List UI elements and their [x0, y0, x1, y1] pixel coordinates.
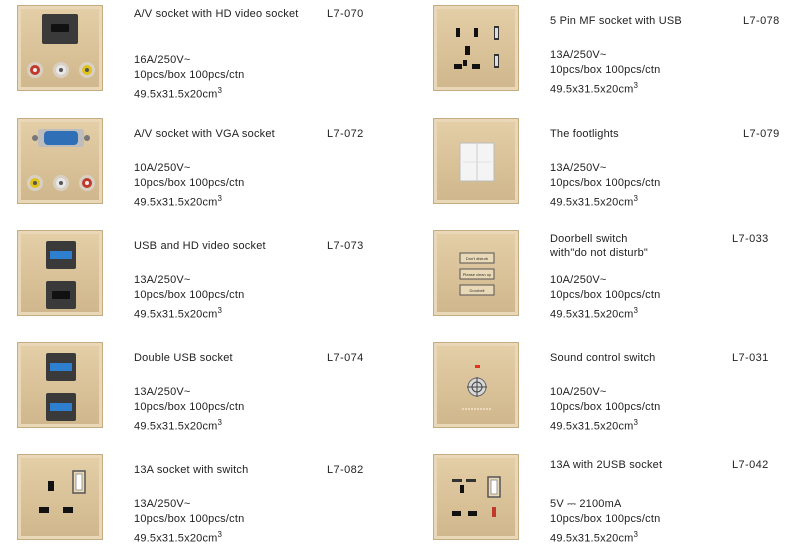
product-packing: 10pcs/box 100pcs/ctn [550, 513, 661, 525]
product-packing: 10pcs/box 100pcs/ctn [134, 177, 245, 189]
product-title: Doorbell switch [550, 233, 628, 245]
product-image-usb-hd-socket [17, 230, 103, 316]
product-carton-size: $49.5x31.5x20cm^3$ [134, 530, 223, 545]
product-specs [550, 161, 660, 211]
product-code: L7-072 [327, 128, 364, 140]
product-item-l7-073 [0, 225, 390, 325]
product-title: USB and HD video socket [134, 240, 266, 252]
product-title: 13A with 2USB socket [550, 459, 663, 471]
product-specs [134, 161, 244, 211]
product-carton-size: $49.5x31.5x20cm^3$ [134, 418, 223, 433]
product-rating: 13A/250V~ [550, 162, 607, 174]
product-image-5pin-mf-usb-socket [433, 5, 519, 91]
product-rating: 5V ⎓ 2100mA [550, 498, 622, 510]
product-item-l7-070 [0, 0, 390, 100]
product-code: L7-073 [327, 240, 364, 252]
product-rating: 16A/250V~ [134, 54, 191, 66]
product-title: Double USB socket [134, 352, 233, 364]
product-image-av-vga-socket [17, 118, 103, 204]
product-packing: 10pcs/box 100pcs/ctn [550, 289, 661, 301]
product-rating: 10A/250V~ [550, 386, 607, 398]
product-title: 5 Pin MF socket with USB [550, 15, 682, 27]
product-item-l7-033 [416, 225, 800, 325]
product-image-av-hd-socket [17, 5, 103, 91]
product-packing: 10pcs/box 100pcs/ctn [134, 401, 245, 413]
product-rating: 13A/250V~ [134, 386, 191, 398]
doorbell-button-label: Don't disturb [465, 256, 489, 261]
product-title: Sound control switch [550, 352, 656, 364]
product-title: The footlights [550, 128, 619, 140]
product-code: L7-033 [732, 233, 769, 245]
product-code: L7-078 [743, 15, 780, 27]
product-code: L7-079 [743, 128, 780, 140]
product-packing: 10pcs/box 100pcs/ctn [134, 289, 245, 301]
product-title: A/V socket with VGA socket [134, 128, 275, 140]
product-packing: 10pcs/box 100pcs/ctn [134, 69, 245, 81]
product-image-13a-2usb-socket [433, 454, 519, 540]
product-carton-size: $49.5x31.5x20cm^3$ [550, 418, 639, 433]
product-carton-size: $49.5x31.5x20cm^3$ [134, 86, 223, 101]
product-packing: 10pcs/box 100pcs/ctn [550, 64, 661, 76]
product-carton-size: $49.5x31.5x20cm^3$ [134, 194, 223, 209]
product-item-l7-072 [0, 113, 390, 213]
product-item-l7-042 [416, 449, 800, 549]
product-rating: 13A/250V~ [550, 49, 607, 61]
product-rating: 10A/250V~ [550, 274, 607, 286]
product-specs [550, 273, 660, 323]
product-packing: 10pcs/box 100pcs/ctn [134, 513, 245, 525]
product-item-l7-078 [416, 0, 800, 100]
product-item-l7-082 [0, 449, 390, 549]
product-code: L7-031 [732, 352, 769, 364]
product-specs [134, 53, 244, 103]
product-packing: 10pcs/box 100pcs/ctn [550, 177, 661, 189]
product-image-13a-socket-switch [17, 454, 103, 540]
product-rating: 13A/250V~ [134, 274, 191, 286]
product-code: L7-082 [327, 464, 364, 476]
product-packing: 10pcs/box 100pcs/ctn [550, 401, 661, 413]
product-carton-size: $49.5x31.5x20cm^3$ [550, 306, 639, 321]
product-item-l7-031 [416, 337, 800, 437]
product-specs [134, 385, 244, 435]
product-carton-size: $49.5x31.5x20cm^3$ [134, 306, 223, 321]
product-code: L7-042 [732, 459, 769, 471]
product-carton-size: $49.5x31.5x20cm^3$ [550, 81, 639, 96]
product-specs [550, 497, 660, 547]
product-title: 13A socket with switch [134, 464, 249, 476]
product-carton-size: $49.5x31.5x20cm^3$ [550, 530, 639, 545]
product-image-footlights [433, 118, 519, 204]
product-code: L7-070 [327, 8, 364, 20]
product-title-line2: with"do not disturb" [550, 247, 649, 259]
product-code: L7-074 [327, 352, 364, 364]
product-specs [134, 273, 244, 323]
doorbell-button-label: Please clean up [462, 272, 492, 277]
product-carton-size: $49.5x31.5x20cm^3$ [550, 194, 639, 209]
product-specs [550, 48, 660, 98]
product-title: A/V socket with HD video socket [134, 8, 299, 20]
product-image-double-usb-socket [17, 342, 103, 428]
product-item-l7-079 [416, 113, 800, 213]
product-image-sound-control-switch [433, 342, 519, 428]
product-specs [134, 497, 244, 547]
product-rating: 10A/250V~ [134, 162, 191, 174]
product-specs [550, 385, 660, 435]
product-rating: 13A/250V~ [134, 498, 191, 510]
product-item-l7-074 [0, 337, 390, 437]
product-image-doorbell-switch [433, 230, 519, 316]
doorbell-button-label: Doorbell [469, 288, 485, 293]
